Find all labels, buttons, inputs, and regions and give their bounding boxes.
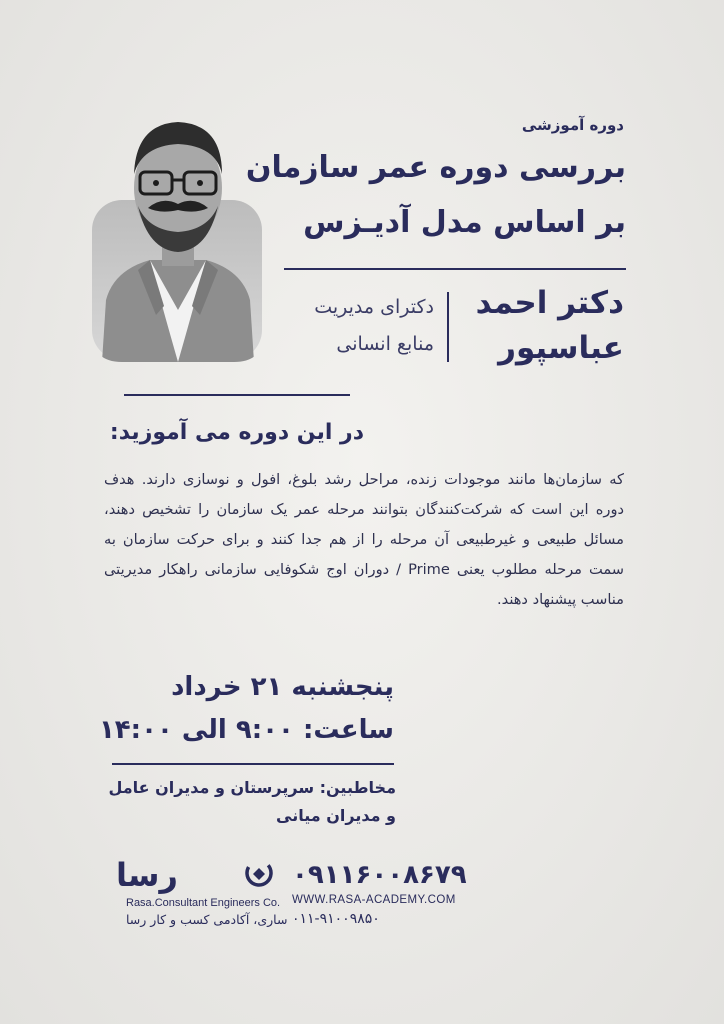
logo-wordmark: رسا (116, 856, 178, 894)
logo-tagline: ساری، آکادمی کسب و کار رسا (126, 912, 288, 927)
schedule-divider (112, 763, 394, 765)
logo-company-name: Rasa.Consultant Engineers Co. (126, 897, 281, 909)
course-title-line2: بر اساس مدل آدیـزس (303, 205, 626, 240)
instructor-name-line2: عباسپور (498, 330, 624, 366)
contact-website[interactable]: WWW.RASA-ACADEMY.COM (292, 894, 456, 906)
section-divider (124, 394, 350, 396)
contact-office-phone[interactable]: ۰۱۱-۹۱۰۰۹۸۵۰ (292, 911, 380, 927)
instructor-name-line1: دکتر احمد (475, 285, 624, 321)
instructor-photo (92, 110, 264, 362)
course-title-line1: بررسی دوره عمر سازمان (245, 150, 626, 185)
course-label: دوره آموزشی (521, 116, 624, 134)
learn-heading: در این دوره می آموزید: (109, 420, 364, 445)
course-date: پنجشنبه ۲۱ خرداد (171, 672, 394, 702)
contact-mobile[interactable]: ۰۹۱۱۶۰۰۸۶۷۹ (292, 860, 467, 890)
instructor-degree-line2: منابع انسانی (336, 333, 434, 355)
instructor-degree-line1: دکترای مدیریت (314, 296, 434, 318)
header-divider (284, 268, 626, 270)
course-time: ساعت: ۹:۰۰ الی ۱۴:۰۰ (98, 715, 394, 745)
rasa-logo-icon (244, 858, 274, 888)
audience-line2: و مدیران میانی (276, 806, 396, 825)
audience-line1: مخاطبین: سرپرستان و مدیران عامل (108, 778, 396, 797)
course-description: که سازمان‌ها مانند موجودات زنده، مراحل رشد بلوغ، افول و نوسازی دارند. هدف دوره این است که شرکت‌کنندگان بتوانند مرحله عمر یک سازمان را تشخیص دهند، مسائل طبیعی و غیرطبیعی آن مرحله را از هم جدا کنند و برای حرکت سازمان به سمت مرحله مطلوب یعنی Prime / دوران اوج شکوفایی سازمانی راهکار مدیریتی مناسب پیشنهاد دهند. (104, 471, 624, 608)
name-vertical-divider (447, 292, 449, 362)
